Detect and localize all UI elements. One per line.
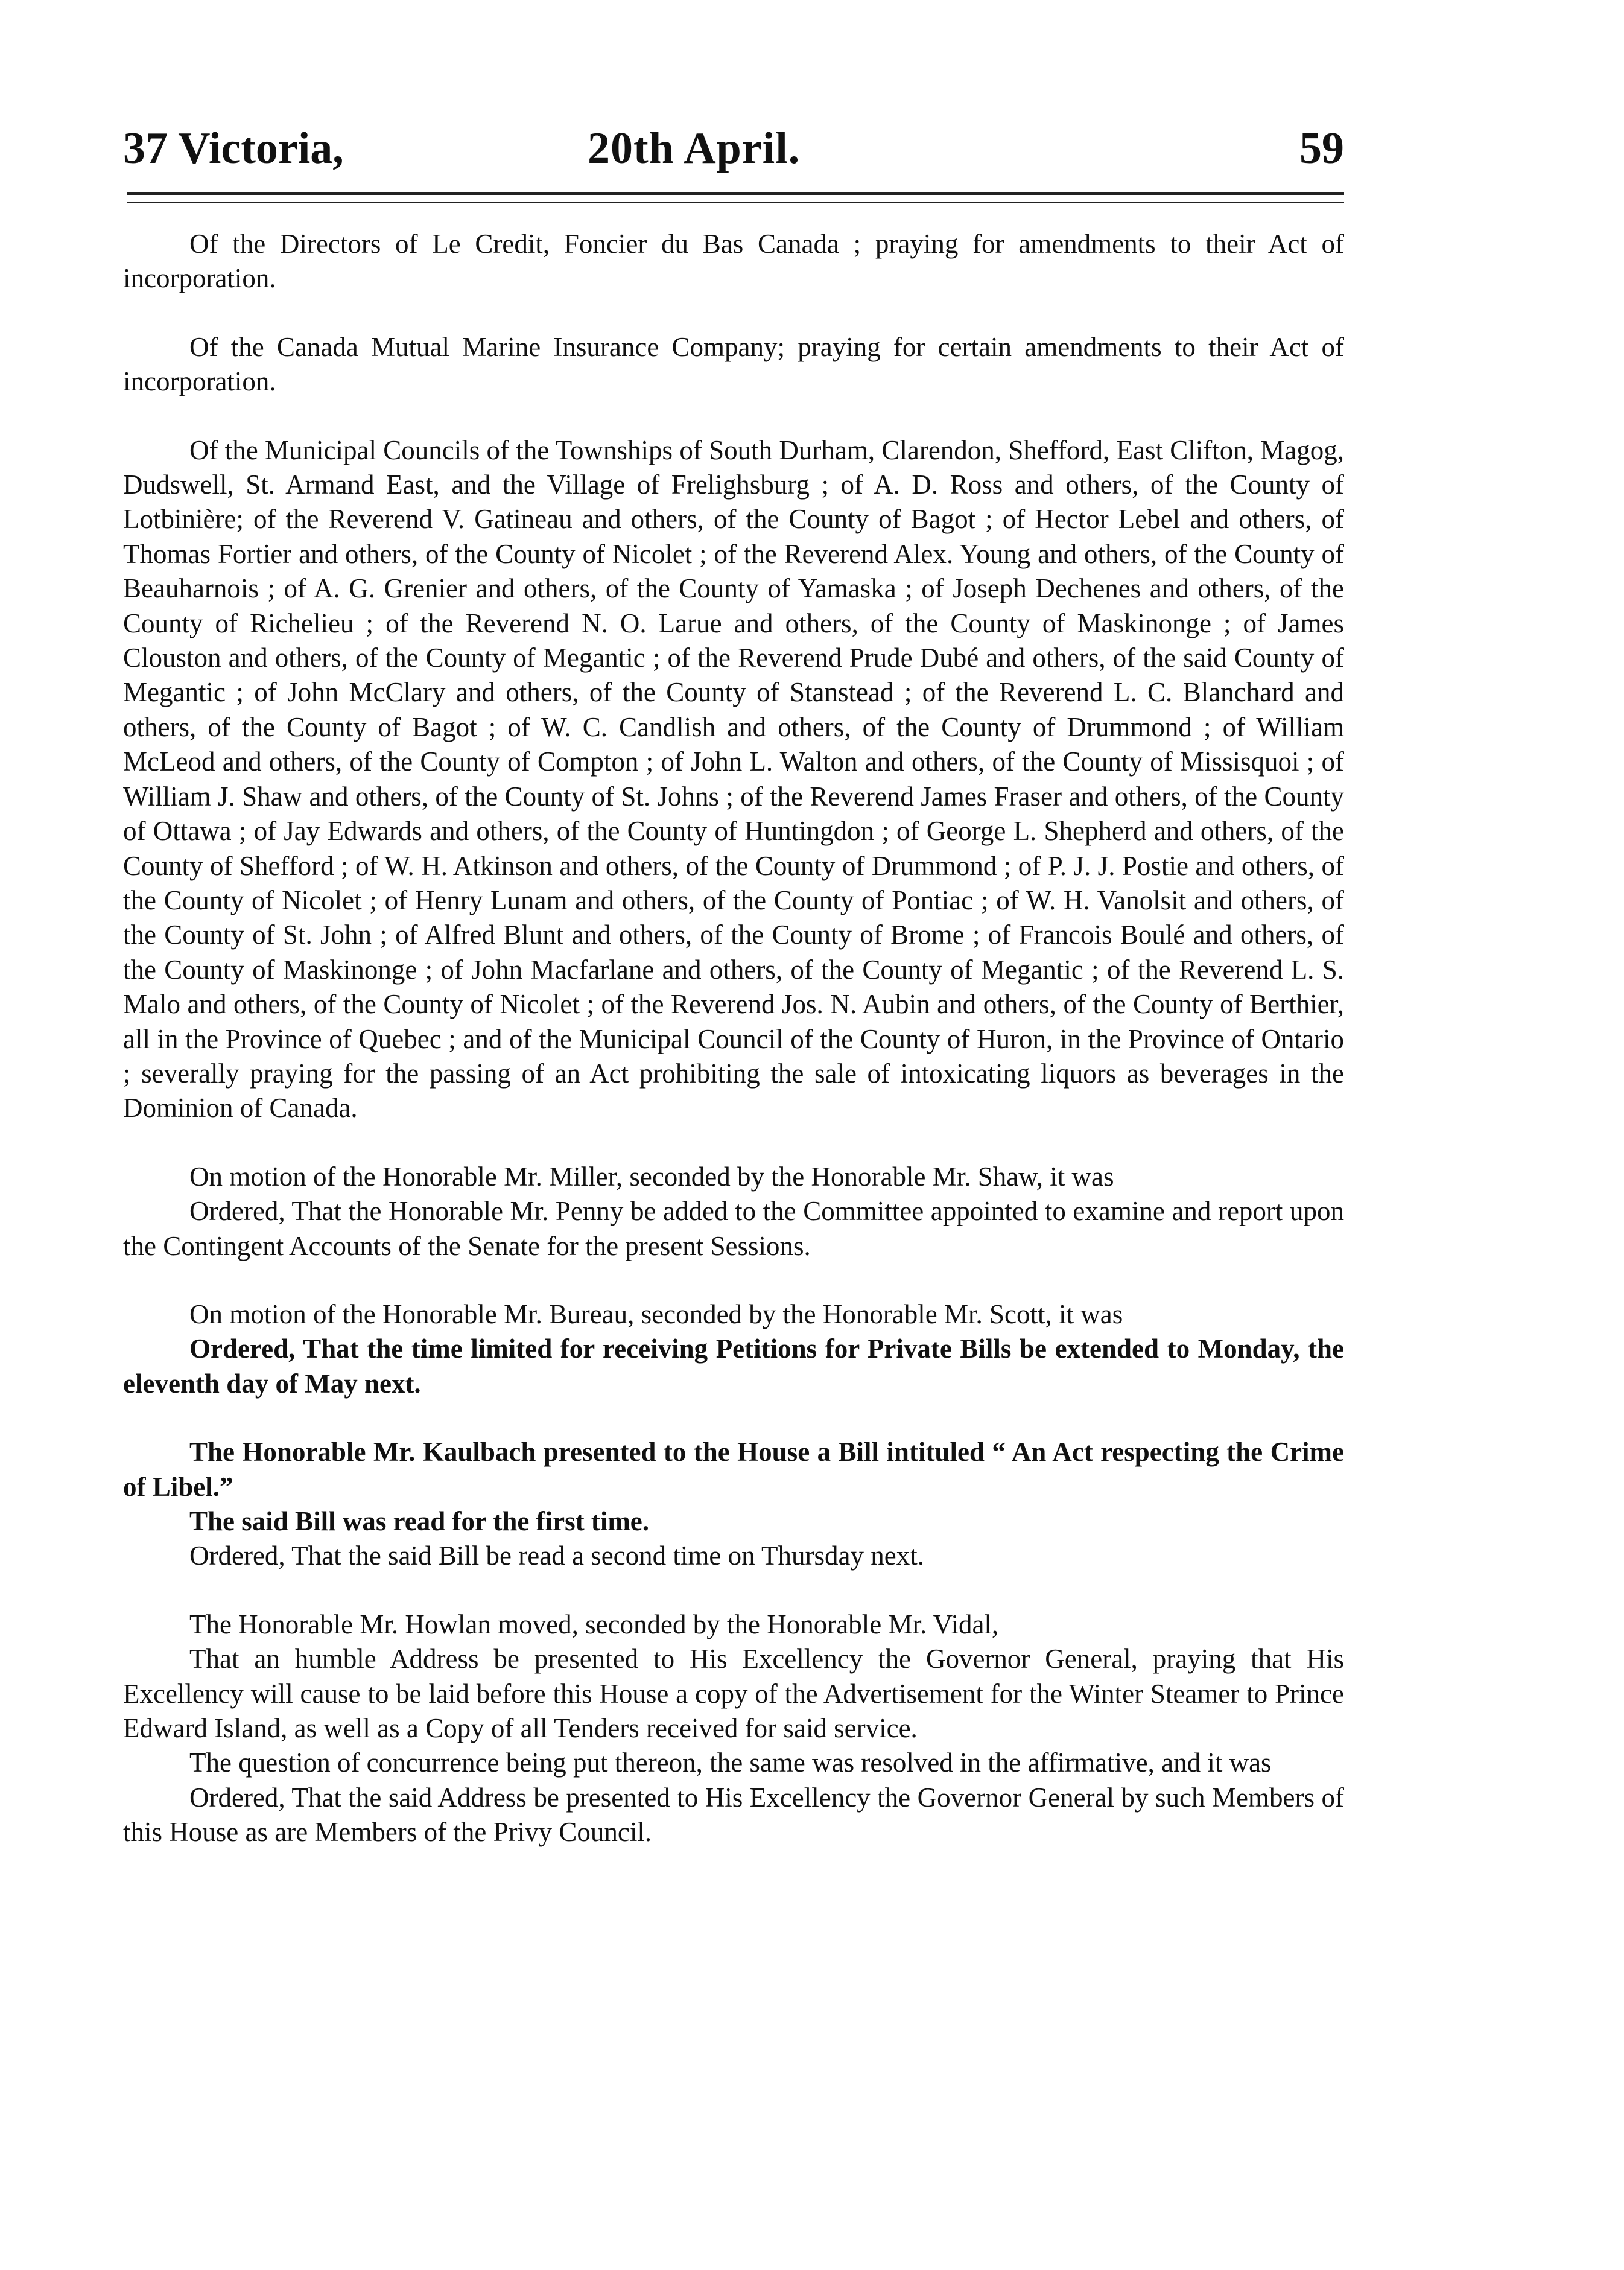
motion-bureau: On motion of the Honorable Mr. Bureau, seconded by the Honorable Mr. Scott, it was <box>189 1299 1123 1329</box>
address-winter-steamer: That an humble Address be presented to His Excellency the Governor General, praying that His Excellency will cause to be laid before this House a copy of the Advertisement for the Winter Steamer to Prince Edward Island, as well as a Copy of all Tenders received for said service. <box>123 1644 1344 1744</box>
header-rule-thin <box>127 202 1344 203</box>
order-petitions-extended: Ordered, That the time limited for receiving Petitions for Private Bills be extended to Monday, the eleventh day of May next. <box>123 1334 1344 1399</box>
motion-howlan: The Honorable Mr. Howlan moved, seconded by the Honorable Mr. Vidal, <box>189 1609 999 1639</box>
header-date: 20th April. <box>588 124 801 173</box>
petition-credit-foncier: Of the Directors of Le Credit, Foncier du Bas Canada ; praying for amendments to their Act of incorporation. <box>123 229 1344 294</box>
question-concurrence: The question of concurrence being put thereon, the same was resolved in the affirmative, and it was <box>189 1747 1272 1778</box>
header-regnal-year: 37 Victoria, <box>123 124 344 173</box>
motion-miller: On motion of the Honorable Mr. Miller, seconded by the Honorable Mr. Shaw, it was <box>189 1161 1114 1192</box>
bill-first-reading: The said Bill was read for the first time. <box>189 1506 650 1536</box>
petition-municipal-councils: Of the Municipal Councils of the Townships of South Durham, Clarendon, Shefford, East Clifton, Magog, Dudswell, St. Armand East, and the Village of Frelighsburg ; of A. D. Ross and others, of the County of Lotbinière; of the Reverend V. Gatineau and others, of the County of Bagot ; of Hector Lebel and others, of Thomas Fortier and others, of the County of Nicolet ; of the Reverend Alex. Young and others, of the County of Beauharnois ; of A. G. Grenier and others, of the County of Yamaska ; of Joseph Dechenes and others, of the County of Richelieu ; of the Reverend N. O. Larue and others, of the County of Maskinonge ; of James Clouston and others, of the County of Megantic ; of the Reverend Prude Dubé and others, of the said County of Megantic ; of John McClary and others, of the County of Stanstead ; of the Reverend L. C. Blanchard and others, of the County of Bagot ; of W. C. Candlish and others, of the County of Drummond ; of William McLeod and others, of the County of Compton ; of John L. Walton and others, of the County of Missisquoi ; of William J. Shaw and others, of the County of St. Johns ; of the Reverend James Fraser and others, of the County of Ottawa ; of Jay Edwards and others, of the County of Huntingdon ; of George L. Shepherd and others, of the County of Shefford ; of W. H. Atkinson and others, of the County of Drummond ; of P. J. J. Postie and others, of the County of Nicolet ; of Henry Lunam and others, of the County of Pontiac ; of W. H. Vanolsit and others, of the County of St. John ; of Alfred Blunt and others, of the County of Brome ; of Francois Boulé and others, of the County of Maskinonge ; of John Macfarlane and others, of the County of Megantic ; of the Reverend L. S. Malo and others, of the County of Nicolet ; of the Reverend Jos. N. Aubin and others, of the County of Berthier, all in the Province of Quebec ; and of the Municipal Council of the County of Huron, in the Province of Ontario ; severally praying for the passing of an Act prohibiting the sale of intoxicating liquors as beverages in the Dominion of Canada. <box>123 434 1344 1124</box>
bill-crime-of-libel: The Honorable Mr. Kaulbach presented to the House a Bill intituled “ An Act respecting the Crime of Libel.” <box>123 1437 1344 1502</box>
journal-body <box>123 227 1344 1850</box>
order-address-presented: Ordered, That the said Address be presented to His Excellency the Governor General by such Members of this House as are Members of the Privy Council. <box>123 1782 1344 1848</box>
header-rule <box>127 192 1344 195</box>
petition-canada-mutual-marine: Of the Canada Mutual Marine Insurance Company; praying for certain amendments to their Act of incorporation. <box>123 331 1344 397</box>
page-header <box>123 118 1344 185</box>
page-number: 59 <box>1299 124 1344 173</box>
order-second-reading: Ordered, That the said Bill be read a second time on Thursday next. <box>189 1540 924 1571</box>
order-penny-committee: Ordered, That the Honorable Mr. Penny be added to the Committee appointed to examine and report upon the Contingent Accounts of the Senate for the present Sessions. <box>123 1196 1344 1261</box>
